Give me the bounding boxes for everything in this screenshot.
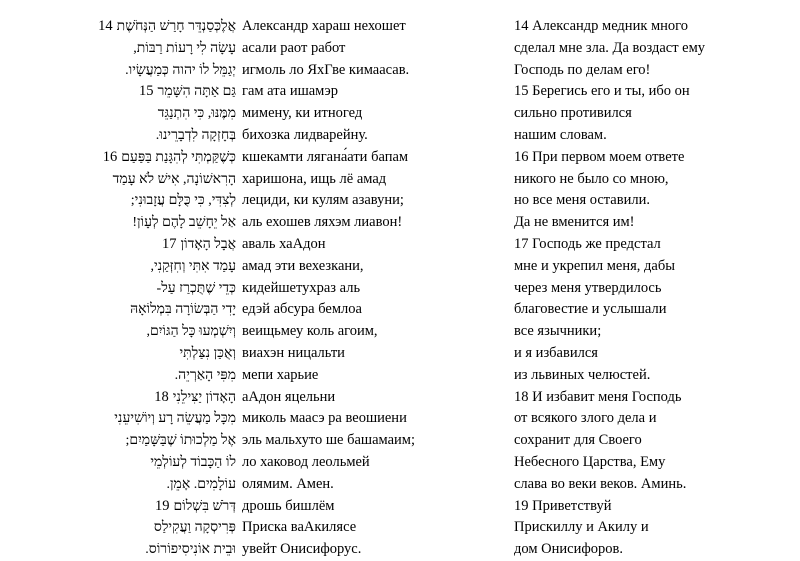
hebrew-line xyxy=(0,38,236,60)
transliteration-line: Приска ваАкилясе xyxy=(242,519,357,536)
russian-line: сильно противился xyxy=(514,105,632,122)
russian-line: из львиных челюстей. xyxy=(514,366,651,383)
hebrew-text: מִפִּי הָאַרְיֵה. xyxy=(174,367,236,383)
transliteration-line: мимену, ки итногед xyxy=(242,105,363,122)
hebrew-line xyxy=(0,321,236,343)
russian-line: 16 При первом моем ответе xyxy=(514,148,685,165)
transliteration-line: увейт Онисифорус. xyxy=(242,541,362,558)
russian-line: дом Онисифоров. xyxy=(514,541,623,558)
transliteration-line: Александр хараш нехошет xyxy=(242,18,406,34)
russian-line: 18 И избавит меня Господь xyxy=(514,388,682,405)
hebrew-line xyxy=(0,103,236,125)
hebrew-text: אַל יֵחָשֵׁב לָהֶם לְעָוֹן! xyxy=(132,215,236,231)
transliteration-line: кидейшетухраз аль xyxy=(242,279,361,296)
transliteration-line: игмоль ло ЯхГве кимаасав. xyxy=(242,61,410,78)
russian-line: все язычники; xyxy=(514,323,602,340)
hebrew-text: מִכָּל מַעֲשֵׂה רָע וְיוֹשִׁיעֵנִי xyxy=(114,411,236,427)
verse-number: 16 xyxy=(102,148,118,165)
russian-line: от всякого злого дела и xyxy=(514,410,657,427)
hebrew-text: לוֹ הַכָּבוֹד לְעוֹלְמֵי xyxy=(150,454,236,470)
russian-line: сделал мне зла. Да воздаст ему xyxy=(514,39,706,56)
verse-number: 17 xyxy=(161,235,177,252)
hebrew-line xyxy=(0,496,236,518)
russian-line: 19 Приветствуй xyxy=(514,497,612,514)
hebrew-line xyxy=(0,387,236,409)
hebrew-text: בְּחָזְקָה לִדְבָרֵינוּ. xyxy=(155,127,236,143)
hebrew-column xyxy=(0,16,236,561)
hebrew-text: גַּם אַתָּה הִשָּׁמֵר xyxy=(157,84,236,100)
transliteration-line: мепи харьие xyxy=(242,366,319,383)
hebrew-line xyxy=(0,125,236,147)
transliteration-line: аваль хаАдон xyxy=(242,235,326,252)
hebrew-line xyxy=(0,147,236,169)
russian-line: и я избавился xyxy=(514,344,598,361)
hebrew-line xyxy=(0,60,236,82)
transliteration-line: эль мальхуто ше башамаим; xyxy=(242,432,416,449)
hebrew-text: וּבֵית אוֹנִיסִיפוֹרוֹס. xyxy=(145,542,236,558)
hebrew-text: עוֹלָמִים. אָמֵן. xyxy=(166,476,236,492)
hebrew-text: מִמֶּנּוּ, כִּי הִתְנַגֵּד xyxy=(157,106,236,122)
hebrew-line xyxy=(0,190,236,212)
hebrew-line xyxy=(0,256,236,278)
hebrew-line xyxy=(0,539,236,561)
transliteration-line: бихозка лидварейну. xyxy=(242,126,368,143)
russian-translation-column xyxy=(514,16,774,561)
russian-line: 14 Александр медник много xyxy=(514,18,689,34)
russian-line: 17 Господь же предстал xyxy=(514,235,661,252)
hebrew-text: יְגַמֵּל לוֹ יהוה כְּמַעֲשָׂיו. xyxy=(125,62,236,78)
transliteration-line: едэй абсура бемлоа xyxy=(242,301,362,318)
transliteration-line: миколь маасэ ра веошиени xyxy=(242,410,407,427)
russian-line: благовестие и услышали xyxy=(514,301,667,318)
transliteration-line: олямим. Амен. xyxy=(242,475,334,492)
russian-line: 15 Берегись его и ты, ибо он xyxy=(514,83,690,100)
transliteration-line: веищьмеу коль агоим, xyxy=(242,323,378,340)
transliteration-line: амад эти вехезкани, xyxy=(242,257,364,274)
hebrew-line xyxy=(0,278,236,300)
hebrew-line xyxy=(0,212,236,234)
transliteration-line: асали раот работ xyxy=(242,39,346,56)
russian-line: слава во веки веков. Аминь. xyxy=(514,475,687,492)
verse-number: 14 xyxy=(98,18,113,34)
transliteration-line: харишона, ищь лё амад xyxy=(242,170,387,187)
russian-line: мне и укрепил меня, дабы xyxy=(514,257,675,274)
hebrew-text: הָאָדוֹן יַצִּילֵנִי xyxy=(172,389,236,405)
hebrew-text: עָשָׂה לִי רָעוֹת רַבּוֹת, xyxy=(133,40,236,56)
russian-line: Да не вменится им! xyxy=(514,214,635,231)
russian-line: через меня утвердилось xyxy=(514,279,662,296)
hebrew-line xyxy=(0,299,236,321)
transliteration-line: кшекамти лягана́ати бапам xyxy=(242,148,409,165)
transliteration-line: гам ата ишамэр xyxy=(242,83,339,100)
hebrew-line xyxy=(0,408,236,430)
transliteration-line: ло хаковод леольмей xyxy=(242,453,370,470)
hebrew-line xyxy=(0,169,236,191)
hebrew-line xyxy=(0,517,236,539)
hebrew-line xyxy=(0,343,236,365)
hebrew-line xyxy=(0,474,236,496)
hebrew-text: עָמַד אִתִּי וְחִזְּקַנִי, xyxy=(150,258,236,274)
transliteration-line: дрошь бишлём xyxy=(242,497,335,514)
hebrew-text: אֲבָל הָאָדוֹן xyxy=(180,236,236,252)
russian-line: нашим словам. xyxy=(514,126,607,143)
hebrew-text: וְיִשְׁמְעוּ כָּל הַגּוֹיִם, xyxy=(146,324,236,340)
hebrew-text: לְצִדִּי, כִּי כֻּלָּם עֲזָבוּנִי; xyxy=(130,193,236,209)
transliteration-line: виахэн ницальти xyxy=(242,344,345,361)
russian-line: но все меня оставили. xyxy=(514,192,650,209)
hebrew-text: הָרִאשׁוֹנָה, אִישׁ לֹא עָמַד xyxy=(112,171,236,187)
transliteration-line: аль ехошев ляхэм лиавон! xyxy=(242,214,403,231)
hebrew-line xyxy=(0,16,236,38)
hebrew-text: כְּדֵי שֶׁתֻּכְרַז עַל- xyxy=(156,280,236,296)
verse-number: 19 xyxy=(154,497,170,514)
hebrew-line xyxy=(0,365,236,387)
hebrew-line xyxy=(0,452,236,474)
transliteration-line: лециди, ки кулям азавуни; xyxy=(242,192,404,209)
hebrew-text: פְּרִיסְקָה וַעֲקִילַס xyxy=(153,520,236,536)
russian-line: Небесного Царства, Ему xyxy=(514,453,666,470)
hebrew-line xyxy=(0,81,236,103)
hebrew-text: וְאֻכַּן נִצַּלְתִּי xyxy=(179,345,236,361)
russian-line: Господь по делам его! xyxy=(514,61,651,78)
hebrew-text: אֲלֶכְּסַנְדֵּר חָרַשׁ הַנְּחֹשֶׁת xyxy=(116,19,236,34)
hebrew-line xyxy=(0,430,236,452)
transliteration-line: аАдон яцельни xyxy=(242,388,336,405)
hebrew-text: אֶל מַלְכוּתוֹ שֶׁבַּשָּׁמַיִם; xyxy=(125,433,236,449)
transliteration-column xyxy=(242,16,482,561)
russian-line: Прискиллу и Акилу и xyxy=(514,519,649,536)
hebrew-text: יָדִי הַבְּשׂוֹרָה בִּמְלוֹאָהּ xyxy=(130,302,236,318)
hebrew-text: דְּרֹשׁ בִּשְׁלוֹם xyxy=(173,498,236,514)
verse-number: 18 xyxy=(154,388,169,405)
verse-number: 15 xyxy=(139,83,154,100)
russian-line: никого не было со мною, xyxy=(514,170,669,187)
hebrew-line xyxy=(0,234,236,256)
russian-line: сохранит для Своего xyxy=(514,432,642,449)
hebrew-text: כְּשֶׁקַּמְתִּי לְהִגָּנַת בַּפַּעַם xyxy=(121,149,236,165)
